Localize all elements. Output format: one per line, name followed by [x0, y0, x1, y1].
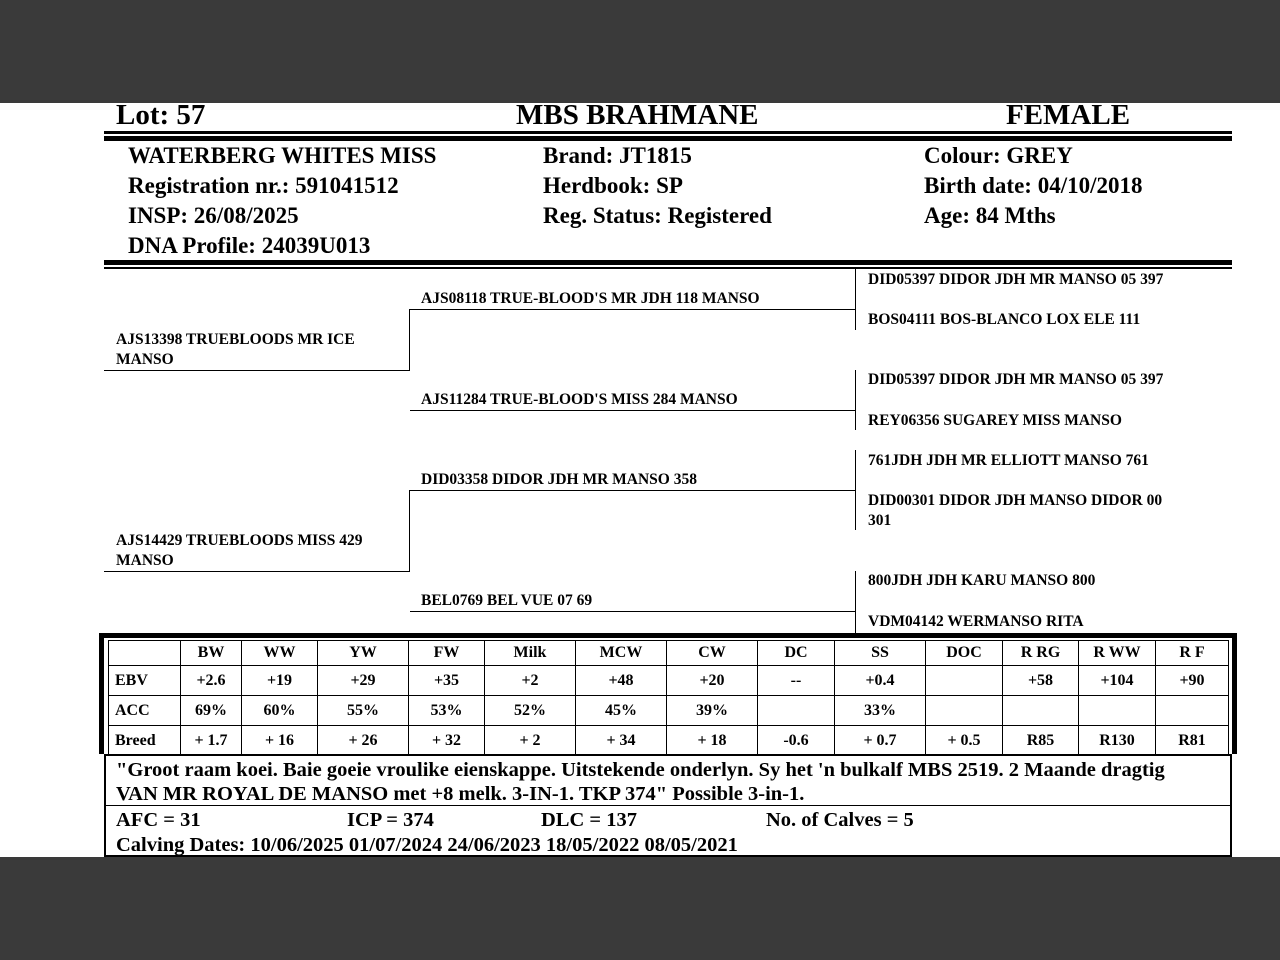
table-cell — [758, 696, 835, 726]
table-cell: + 1.7 — [181, 726, 242, 756]
ebv-frame-left — [99, 633, 104, 754]
ggp-7: 800JDH JDH KARU MANSO 800 — [868, 572, 1096, 589]
header-cell: BW — [181, 641, 242, 666]
info-rule-thick — [104, 260, 1232, 265]
table-cell: +58 — [1003, 666, 1079, 696]
table-cell — [1079, 696, 1156, 726]
row-label: Breed — [109, 726, 181, 756]
lot-page — [0, 103, 1280, 857]
herdbook: Herdbook: SP — [543, 173, 683, 198]
dam-line1: AJS14429 TRUEBLOODS MISS 429 — [116, 532, 363, 549]
table-cell: +29 — [318, 666, 409, 696]
table-cell: + 34 — [576, 726, 667, 756]
reg-status: Reg. Status: Registered — [543, 203, 772, 228]
sire-line2: MANSO — [116, 351, 174, 368]
table-cell: +20 — [667, 666, 758, 696]
table-cell: 69% — [181, 696, 242, 726]
ebv-row — [109, 666, 1229, 696]
registration-number: Registration nr.: 591041512 — [128, 173, 399, 198]
inspection-date: INSP: 26/08/2025 — [128, 203, 299, 228]
dam-sire-line — [410, 490, 856, 491]
header-cell: Milk — [485, 641, 576, 666]
dam-sire: DID03358 DIDOR JDH MR MANSO 358 — [421, 471, 697, 488]
header-cell: R WW — [1079, 641, 1156, 666]
table-cell: +0.4 — [835, 666, 926, 696]
table-cell — [926, 696, 1003, 726]
table-cell: R85 — [1003, 726, 1079, 756]
table-cell: -- — [758, 666, 835, 696]
birth-date: Birth date: 04/10/2018 — [924, 173, 1143, 198]
table-cell: 52% — [485, 696, 576, 726]
header-cell: WW — [242, 641, 318, 666]
ebv-header-row — [109, 641, 1229, 666]
table-cell — [1003, 696, 1079, 726]
ggp-6-cont: 301 — [868, 512, 892, 529]
header-cell: FW — [409, 641, 485, 666]
ggp-bracket-4 — [855, 571, 856, 633]
header-rule-thin — [104, 131, 1232, 134]
ebv-frame-right — [1232, 633, 1237, 754]
row-label: EBV — [109, 666, 181, 696]
header-cell: DOC — [926, 641, 1003, 666]
comment-line1: "Groot raam koei. Baie goeie vroulike eienskappe. Uitstekende onderlyn. Sy het 'n bulkalf MBS 2519. 2 Maande dragtig — [116, 759, 1165, 781]
table-cell: + 18 — [667, 726, 758, 756]
ebv-table — [108, 640, 1229, 756]
table-cell: +19 — [242, 666, 318, 696]
dam-line2: MANSO — [116, 552, 174, 569]
ggp-bracket-3 — [855, 450, 856, 530]
breed-row — [109, 726, 1229, 756]
table-cell: 60% — [242, 696, 318, 726]
sire-sire: AJS08118 TRUE-BLOOD'S MR JDH 118 MANSO — [421, 290, 760, 307]
ggp-bracket-2 — [855, 370, 856, 430]
table-cell: +35 — [409, 666, 485, 696]
row-label: ACC — [109, 696, 181, 726]
table-cell — [1156, 696, 1229, 726]
table-cell: + 26 — [318, 726, 409, 756]
table-cell: + 0.5 — [926, 726, 1003, 756]
ggp-bracket-1 — [855, 268, 856, 330]
dam-dam-line — [410, 611, 856, 612]
table-cell: +2.6 — [181, 666, 242, 696]
lot-number: Lot: 57 — [116, 103, 206, 131]
header-cell: CW — [667, 641, 758, 666]
ggp-8: VDM04142 WERMANSO RITA — [868, 613, 1084, 630]
table-cell: +2 — [485, 666, 576, 696]
dam-dam: BEL0769 BEL VUE 07 69 — [421, 592, 593, 609]
header-cell: R F — [1156, 641, 1229, 666]
table-cell — [926, 666, 1003, 696]
header-cell: R RG — [1003, 641, 1079, 666]
animal-name: WATERBERG WHITES MISS — [128, 143, 437, 168]
header-cell: SS — [835, 641, 926, 666]
header-cell: DC — [758, 641, 835, 666]
sire-bracket — [409, 309, 410, 371]
age: Age: 84 Mths — [924, 203, 1056, 228]
afc-value: AFC = 31 — [116, 809, 201, 831]
header-cell — [109, 641, 181, 666]
table-cell: 53% — [409, 696, 485, 726]
calving-dates: Calving Dates: 10/06/2025 01/07/2024 24/06/2023 18/05/2022 08/05/2021 — [116, 834, 738, 856]
header-cell: YW — [318, 641, 409, 666]
sire-sire-line — [410, 309, 856, 310]
table-cell: 45% — [576, 696, 667, 726]
table-cell: R81 — [1156, 726, 1229, 756]
info-rule-thin — [104, 267, 1232, 269]
table-cell: 39% — [667, 696, 758, 726]
acc-row — [109, 696, 1229, 726]
sire-dam: AJS11284 TRUE-BLOOD'S MISS 284 MANSO — [421, 391, 738, 408]
dam-line — [104, 571, 410, 572]
table-cell: + 16 — [242, 726, 318, 756]
header-cell: MCW — [576, 641, 667, 666]
ggp-6: DID00301 DIDOR JDH MANSO DIDOR 00 — [868, 492, 1163, 509]
table-cell: 33% — [835, 696, 926, 726]
table-cell: + 0.7 — [835, 726, 926, 756]
table-cell: + 2 — [485, 726, 576, 756]
brand: Brand: JT1815 — [543, 143, 692, 168]
table-cell: +48 — [576, 666, 667, 696]
dna-profile: DNA Profile: 24039U013 — [128, 233, 371, 258]
table-cell: +90 — [1156, 666, 1229, 696]
table-cell: R130 — [1079, 726, 1156, 756]
breed-title: MBS BRAHMANE — [516, 103, 759, 131]
ggp-1: DID05397 DIDOR JDH MR MANSO 05 397 — [868, 271, 1164, 288]
ebv-frame-top — [99, 633, 1237, 638]
sire-line1: AJS13398 TRUEBLOODS MR ICE — [116, 331, 355, 348]
calves-count: No. of Calves = 5 — [766, 809, 914, 831]
sex-label: FEMALE — [1006, 103, 1131, 131]
colour: Colour: GREY — [924, 143, 1073, 168]
table-cell: -0.6 — [758, 726, 835, 756]
table-cell: +104 — [1079, 666, 1156, 696]
ggp-5: 761JDH JDH MR ELLIOTT MANSO 761 — [868, 452, 1149, 469]
table-cell: 55% — [318, 696, 409, 726]
dlc-value: DLC = 137 — [541, 809, 637, 831]
sire-dam-line — [410, 410, 856, 411]
comment-line2: VAN MR ROYAL DE MANSO met +8 melk. 3-IN-1. TKP 374" Possible 3-in-1. — [116, 783, 805, 805]
dam-bracket — [409, 490, 410, 572]
ggp-3: DID05397 DIDOR JDH MR MANSO 05 397 — [868, 371, 1164, 388]
ggp-4: REY06356 SUGAREY MISS MANSO — [868, 412, 1122, 429]
table-cell: + 32 — [409, 726, 485, 756]
ggp-2: BOS04111 BOS-BLANCO LOX ELE 111 — [868, 311, 1141, 328]
sire-line — [104, 370, 410, 371]
icp-value: ICP = 374 — [347, 809, 434, 831]
